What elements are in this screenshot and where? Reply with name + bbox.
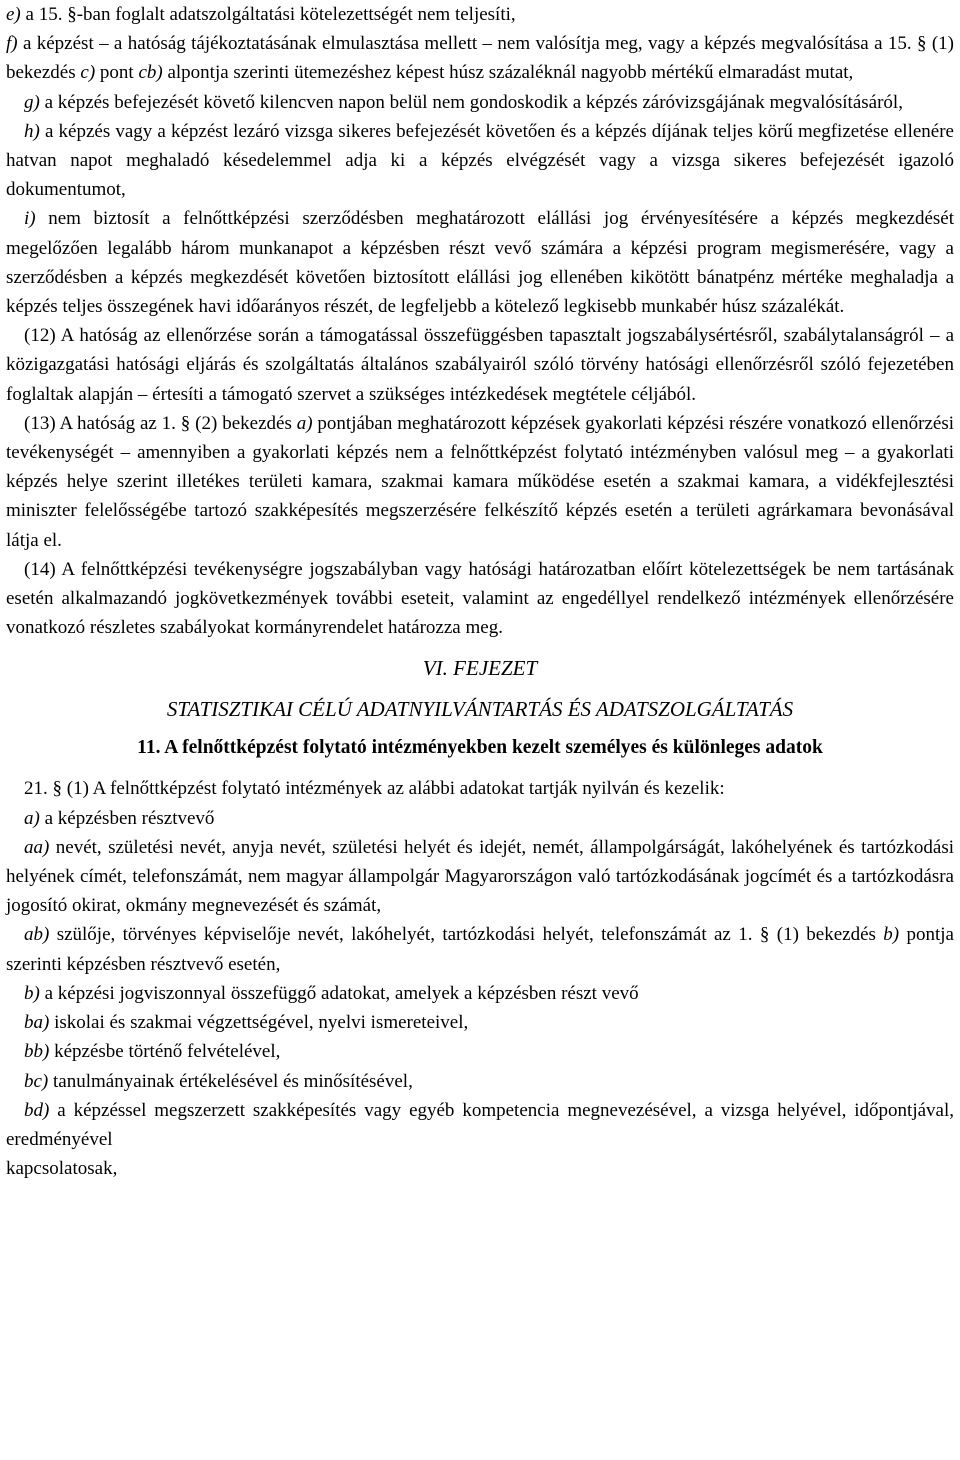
paragraph: g) a képzés befejezését követő kilencven napon belül nem gondoskodik a képzés záróvizsgájának megvalósításáról, bbox=[24, 91, 903, 113]
paragraph: (12) A hatóság az ellenőrzése során a támogatással összefüggésben tapasztalt jogszabálysértésről, szabálytalanságról – a közigazgatási hatósági eljárás és szolgáltatás általános szabályairól szóló törvény hatósági ellenőrzésről szóló fejezetében foglaltak alapján – értesíti a támogató szervet a szükséges intézkedések megtétele céljából. bbox=[6, 325, 954, 405]
paragraph: a) a képzésben résztvevő bbox=[24, 807, 215, 829]
paragraph: h) a képzés vagy a képzést lezáró vizsga sikeres befejezését követően és a képzés díjának teljes körű megfizetése ellenére hatvan napot meghaladó késedelemmel adja ki a képzés elvégzését vagy a vizsga sikeres befejezését igazoló dokumentumot, bbox=[6, 120, 954, 201]
paragraph: 21. § (1) A felnőttképzést folytató intézmények az alábbi adatokat tartják nyilván és kezelik: bbox=[24, 778, 725, 800]
paragraph: aa) nevét, születési nevét, anyja nevét, születési helyét és idejét, nemét, állampolgárságát, lakóhelyének és tartózkodási helyének címét, telefonszámát, nem magyar állampolgár Magyarországon való tartózkodásának jogcímét és a tartózkodásra jogosító okirat, okmány megnevezését és számát, bbox=[6, 836, 954, 917]
paragraph: bc) tanulmányainak értékelésével és minősítésével, bbox=[24, 1070, 413, 1092]
paragraph: f) a képzést – a hatóság tájékoztatásának elmulasztása mellett – nem valósítja meg, vagy a képzés megvalósítása a 15. § (1) bekezdés c) pont cb) alpontja szerinti ütemezéshez képest húsz százaléknál nagyobb mértékű elmaradást mutat, bbox=[6, 33, 954, 84]
paragraph: ba) iskolai és szakmai végzettségével, nyelvi ismereteivel, bbox=[24, 1012, 469, 1034]
paragraph: bb) képzésbe történő felvételével, bbox=[24, 1041, 281, 1063]
paragraph: VI. FEJEZET bbox=[422, 656, 538, 681]
paragraph: e) a 15. §-ban foglalt adatszolgáltatási kötelezettségét nem teljesíti, bbox=[6, 4, 516, 25]
paragraph: (13) A hatóság az 1. § (2) bekezdés a) pontjában meghatározott képzések gyakorlati képzési részére vonatkozó ellenőrzési tevékenységét – amennyiben a gyakorlati képzés nem a felnőttképzést folytató intézményben valósul meg – a gyakorlati képzés helye szerint illetékes területi kamara, szakmai kamara működése esetén a szakmai kamara, a vidékfejlesztési miniszter felelősségébe tartozó szakképesítés megszerzésére felkészítő képzés esetén a területi agrárkamara bevonásával látja el. bbox=[6, 412, 954, 551]
paragraph: b) a képzési jogviszonnyal összefüggő adatokat, amelyek a képzésben részt vevő bbox=[24, 982, 639, 1004]
paragraph: 11. A felnőttképzést folytató intézményekben kezelt személyes és különleges adatok bbox=[137, 737, 823, 759]
paragraph: (14) A felnőttképzési tevékenységre jogszabályban vagy hatósági határozatban előírt kötelezettségek be nem tartásának esetén alkalmazandó jogkövetkezmények további eseteit, valamint az engedéllyel rendelkező intézmények ellenőrzésére vonatkozó részletes szabályokat kormányrendelet határozza meg. bbox=[6, 558, 954, 639]
paragraph: STATISZTIKAI CÉLÚ ADATNYILVÁNTARTÁS ÉS ADATSZOLGÁLTATÁS bbox=[166, 697, 794, 722]
paragraph: bd) a képzéssel megszerzett szakképesítés vagy egyéb kompetencia megnevezésével, a vizsga helyével, időpontjával, eredményével bbox=[6, 1099, 954, 1150]
paragraph: ab) szülője, törvényes képviselője nevét, lakóhelyét, tartózkodási helyét, telefonszámát az 1. § (1) bekezdés b) pontja szerinti képzésben résztvevő esetén, bbox=[6, 924, 954, 975]
paragraph: i) nem biztosít a felnőttképzési szerződésben meghatározott elállási jog érvényesítésére a képzés megkezdését megelőzően legalább három munkanapot a képzésben részt vevő számára a képzési program megismerésére, vagy a szerződésben a képzés megkezdését követően biztosított elállási jog ellenében kikötött bánatpénz mértéke meghaladja a képzés teljes összegének havi időarányos részét, de legfeljebb a kötelező legkisebb munkabér húsz százalékát. bbox=[6, 208, 954, 318]
paragraph: kapcsolatosak, bbox=[6, 1158, 118, 1180]
